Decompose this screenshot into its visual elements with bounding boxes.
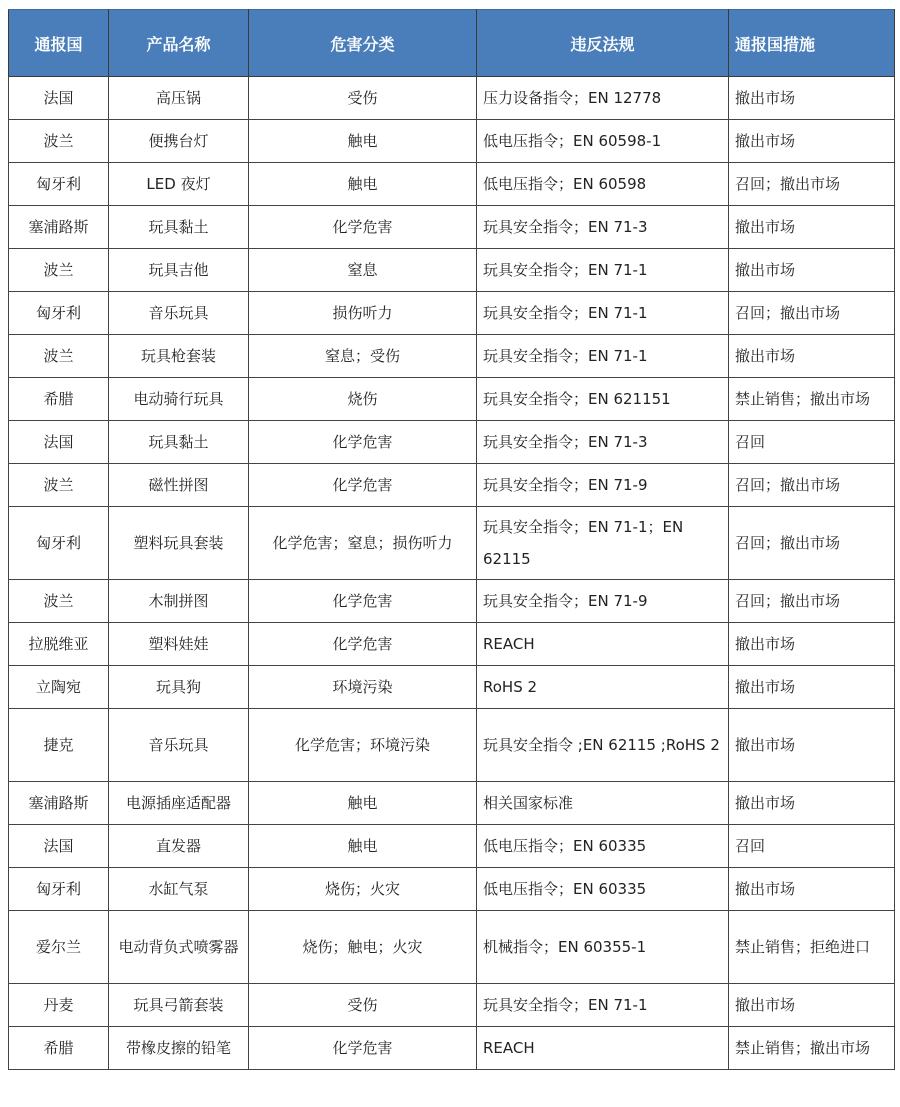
cell-product: 电动骑行玩具 bbox=[109, 378, 249, 421]
table-row bbox=[9, 464, 895, 507]
cell-measure: 召回；撤出市场 bbox=[729, 163, 895, 206]
cell-regulation: REACH bbox=[477, 623, 729, 666]
cell-regulation: 玩具安全指令；EN 71-9 bbox=[477, 580, 729, 623]
cell-country: 法国 bbox=[9, 77, 109, 120]
cell-hazard: 触电 bbox=[249, 825, 477, 868]
cell-product: 带橡皮擦的铅笔 bbox=[109, 1027, 249, 1070]
cell-measure: 撤出市场 bbox=[729, 709, 895, 782]
cell-hazard: 化学危害；窒息；损伤听力 bbox=[249, 507, 477, 580]
table-row bbox=[9, 378, 895, 421]
table-row bbox=[9, 666, 895, 709]
cell-regulation: 机械指令；EN 60355-1 bbox=[477, 911, 729, 984]
cell-measure: 撤出市场 bbox=[729, 120, 895, 163]
cell-product: 电动背负式喷雾器 bbox=[109, 911, 249, 984]
cell-regulation: 玩具安全指令；EN 71-3 bbox=[477, 206, 729, 249]
cell-product: 玩具枪套装 bbox=[109, 335, 249, 378]
cell-measure: 撤出市场 bbox=[729, 206, 895, 249]
table-row bbox=[9, 206, 895, 249]
cell-regulation: 低电压指令；EN 60598-1 bbox=[477, 120, 729, 163]
cell-country: 波兰 bbox=[9, 249, 109, 292]
table-row bbox=[9, 984, 895, 1027]
cell-hazard: 受伤 bbox=[249, 984, 477, 1027]
cell-country: 法国 bbox=[9, 421, 109, 464]
cell-measure: 撤出市场 bbox=[729, 868, 895, 911]
table-row bbox=[9, 507, 895, 580]
cell-measure: 禁止销售；拒绝进口 bbox=[729, 911, 895, 984]
cell-regulation: 低电压指令；EN 60598 bbox=[477, 163, 729, 206]
table-row bbox=[9, 335, 895, 378]
table-row bbox=[9, 421, 895, 464]
cell-country: 匈牙利 bbox=[9, 163, 109, 206]
table-row bbox=[9, 77, 895, 120]
cell-product: 玩具弓箭套装 bbox=[109, 984, 249, 1027]
cell-product: 音乐玩具 bbox=[109, 709, 249, 782]
cell-hazard: 化学危害 bbox=[249, 580, 477, 623]
cell-measure: 召回；撤出市场 bbox=[729, 580, 895, 623]
table-row bbox=[9, 782, 895, 825]
cell-measure: 召回；撤出市场 bbox=[729, 507, 895, 580]
table-row bbox=[9, 249, 895, 292]
cell-country: 波兰 bbox=[9, 464, 109, 507]
table-row bbox=[9, 825, 895, 868]
cell-country: 立陶宛 bbox=[9, 666, 109, 709]
cell-product: 高压锅 bbox=[109, 77, 249, 120]
cell-product: 磁性拼图 bbox=[109, 464, 249, 507]
cell-regulation: 玩具安全指令；EN 71-1 bbox=[477, 249, 729, 292]
cell-hazard: 触电 bbox=[249, 120, 477, 163]
cell-country: 捷克 bbox=[9, 709, 109, 782]
cell-product: 塑料娃娃 bbox=[109, 623, 249, 666]
cell-country: 丹麦 bbox=[9, 984, 109, 1027]
cell-measure: 撤出市场 bbox=[729, 623, 895, 666]
cell-measure: 召回；撤出市场 bbox=[729, 292, 895, 335]
cell-regulation: 玩具安全指令；EN 71-9 bbox=[477, 464, 729, 507]
cell-product: LED 夜灯 bbox=[109, 163, 249, 206]
table-row bbox=[9, 911, 895, 984]
cell-measure: 撤出市场 bbox=[729, 249, 895, 292]
cell-country: 拉脱维亚 bbox=[9, 623, 109, 666]
cell-measure: 撤出市场 bbox=[729, 666, 895, 709]
cell-country: 爱尔兰 bbox=[9, 911, 109, 984]
recall-notification-table bbox=[8, 9, 895, 1070]
cell-regulation: 玩具安全指令；EN 71-1 bbox=[477, 335, 729, 378]
cell-country: 波兰 bbox=[9, 120, 109, 163]
cell-product: 直发器 bbox=[109, 825, 249, 868]
cell-hazard: 窒息 bbox=[249, 249, 477, 292]
cell-product: 玩具黏土 bbox=[109, 206, 249, 249]
cell-hazard: 烧伤 bbox=[249, 378, 477, 421]
cell-regulation: 压力设备指令；EN 12778 bbox=[477, 77, 729, 120]
header-measure: 通报国措施 bbox=[729, 10, 895, 77]
cell-regulation: 玩具安全指令 ;EN 62115 ;RoHS 2 bbox=[477, 709, 729, 782]
cell-country: 希腊 bbox=[9, 1027, 109, 1070]
cell-hazard: 触电 bbox=[249, 782, 477, 825]
cell-country: 法国 bbox=[9, 825, 109, 868]
cell-hazard: 化学危害；环境污染 bbox=[249, 709, 477, 782]
cell-measure: 撤出市场 bbox=[729, 77, 895, 120]
cell-product: 音乐玩具 bbox=[109, 292, 249, 335]
cell-regulation: 低电压指令；EN 60335 bbox=[477, 868, 729, 911]
cell-regulation: 玩具安全指令；EN 71-1 bbox=[477, 984, 729, 1027]
cell-measure: 召回 bbox=[729, 825, 895, 868]
cell-product: 玩具狗 bbox=[109, 666, 249, 709]
table-row bbox=[9, 623, 895, 666]
table-row bbox=[9, 580, 895, 623]
cell-hazard: 环境污染 bbox=[249, 666, 477, 709]
table-row bbox=[9, 163, 895, 206]
table-row bbox=[9, 868, 895, 911]
cell-country: 塞浦路斯 bbox=[9, 206, 109, 249]
table-row bbox=[9, 120, 895, 163]
cell-country: 波兰 bbox=[9, 580, 109, 623]
cell-product: 玩具黏土 bbox=[109, 421, 249, 464]
cell-measure: 召回；撤出市场 bbox=[729, 464, 895, 507]
cell-hazard: 触电 bbox=[249, 163, 477, 206]
cell-regulation: 相关国家标准 bbox=[477, 782, 729, 825]
cell-hazard: 受伤 bbox=[249, 77, 477, 120]
cell-product: 塑料玩具套装 bbox=[109, 507, 249, 580]
cell-hazard: 化学危害 bbox=[249, 421, 477, 464]
cell-hazard: 烧伤；火灾 bbox=[249, 868, 477, 911]
cell-country: 匈牙利 bbox=[9, 292, 109, 335]
cell-country: 塞浦路斯 bbox=[9, 782, 109, 825]
cell-measure: 禁止销售；撤出市场 bbox=[729, 378, 895, 421]
cell-regulation: 玩具安全指令；EN 621151 bbox=[477, 378, 729, 421]
cell-measure: 召回 bbox=[729, 421, 895, 464]
cell-measure: 撤出市场 bbox=[729, 984, 895, 1027]
cell-regulation: 玩具安全指令；EN 71-1；EN 62115 bbox=[477, 507, 729, 580]
cell-product: 木制拼图 bbox=[109, 580, 249, 623]
header-country: 通报国 bbox=[9, 10, 109, 77]
cell-hazard: 烧伤；触电；火灾 bbox=[249, 911, 477, 984]
cell-measure: 禁止销售；撤出市场 bbox=[729, 1027, 895, 1070]
cell-measure: 撤出市场 bbox=[729, 782, 895, 825]
cell-measure: 撤出市场 bbox=[729, 335, 895, 378]
table-row bbox=[9, 292, 895, 335]
cell-product: 玩具吉他 bbox=[109, 249, 249, 292]
cell-hazard: 化学危害 bbox=[249, 1027, 477, 1070]
cell-country: 匈牙利 bbox=[9, 868, 109, 911]
table-row bbox=[9, 1027, 895, 1070]
cell-regulation: 低电压指令；EN 60335 bbox=[477, 825, 729, 868]
cell-country: 匈牙利 bbox=[9, 507, 109, 580]
cell-regulation: RoHS 2 bbox=[477, 666, 729, 709]
cell-hazard: 化学危害 bbox=[249, 464, 477, 507]
cell-country: 希腊 bbox=[9, 378, 109, 421]
header-regulation: 违反法规 bbox=[477, 10, 729, 77]
cell-hazard: 化学危害 bbox=[249, 206, 477, 249]
cell-product: 便携台灯 bbox=[109, 120, 249, 163]
cell-regulation: 玩具安全指令；EN 71-1 bbox=[477, 292, 729, 335]
cell-hazard: 化学危害 bbox=[249, 623, 477, 666]
header-product: 产品名称 bbox=[109, 10, 249, 77]
cell-regulation: REACH bbox=[477, 1027, 729, 1070]
cell-country: 波兰 bbox=[9, 335, 109, 378]
header-hazard: 危害分类 bbox=[249, 10, 477, 77]
cell-regulation: 玩具安全指令；EN 71-3 bbox=[477, 421, 729, 464]
table-row bbox=[9, 709, 895, 782]
cell-hazard: 损伤听力 bbox=[249, 292, 477, 335]
cell-product: 水缸气泵 bbox=[109, 868, 249, 911]
header-row bbox=[9, 10, 895, 77]
cell-product: 电源插座适配器 bbox=[109, 782, 249, 825]
cell-hazard: 窒息；受伤 bbox=[249, 335, 477, 378]
